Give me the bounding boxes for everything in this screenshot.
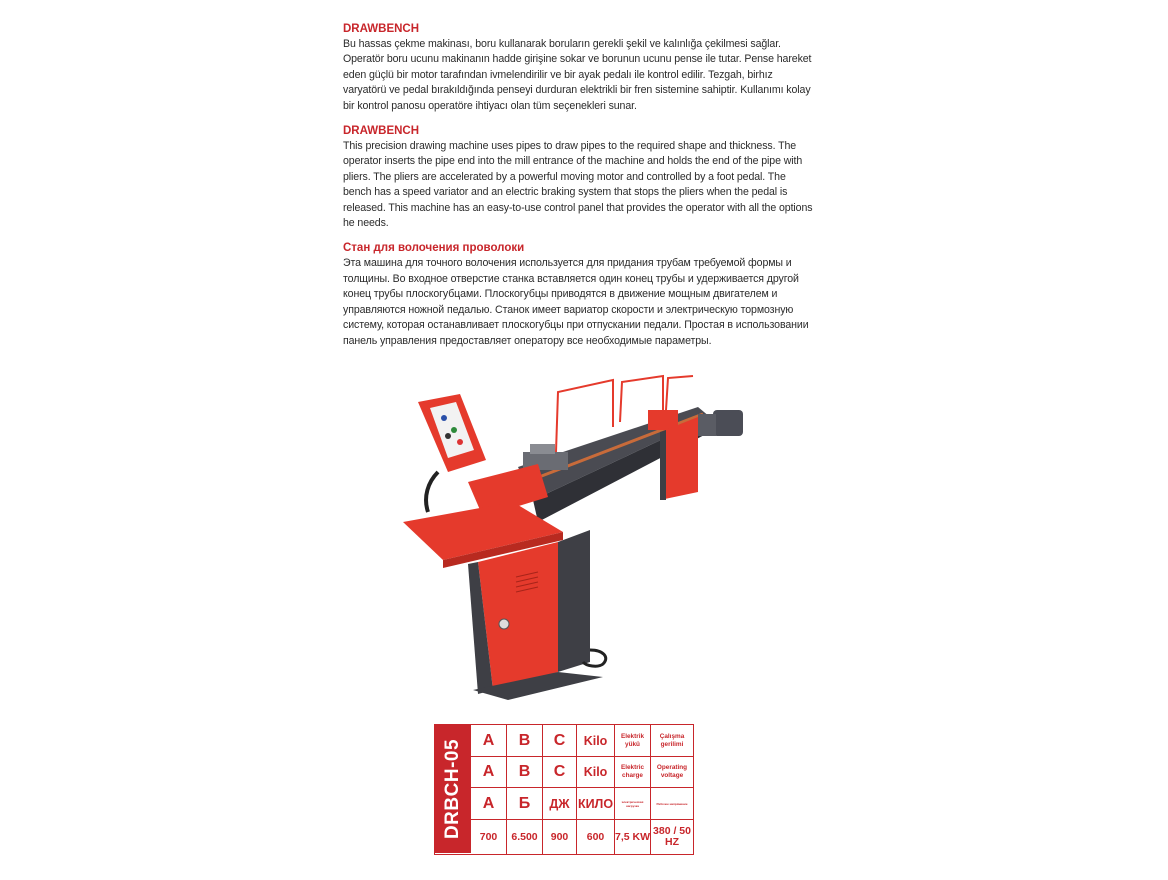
spec-cell: A (471, 725, 507, 757)
drawbench-machine-image (398, 372, 770, 702)
spec-cell: Operating voltage (651, 757, 693, 788)
section-english (343, 124, 813, 231)
main-cabinet-side (558, 530, 590, 672)
section-body-english: This precision drawing machine uses pipes to draw pipes to the required shape and thickness. The operator inserts the pipe end into the mill entrance of the machine and holds the end of the pipe with pliers. The pliers are accelerated by a powerful moving motor and controlled by a foot pedal. The bench has a speed variator and an electric braking system that stops the pliers when the pedal is released. This machine has an easy-to-use control panel that provides the operator with all the options he needs. (343, 140, 813, 230)
spec-cell: A (471, 788, 507, 820)
spec-cell: Elektric charge (615, 757, 651, 788)
spec-grid (471, 725, 693, 854)
section-russian (343, 241, 813, 348)
section-title-turkish: DRAWBENCH (343, 23, 420, 35)
model-column (435, 725, 471, 853)
drawbench-illustration (398, 372, 770, 702)
pliers (530, 444, 555, 454)
section-title-english: DRAWBENCH (343, 125, 420, 138)
control-button-red (457, 439, 463, 445)
spec-cell: Рабочее напряжение (651, 788, 693, 820)
spec-cell: 7,5 KW (615, 820, 651, 854)
section-body-russian: Эта машина для точного волочения используется для придания трубам требуемой формы и толщины. Во входное отверстие станка вставляется один конец трубы и удерживается другой конец трубы плоскогубцами. Плоскогубцы приводятся в движение мощным двигателем и управляются ножной педалью. Станок имеет вариатор скорости и электрическую тормозную систему, которая останавливает плоскогубцы при отпускании педали. Простая в использовании панель управления предоставляет оператору все необходимые параметры. (343, 257, 809, 347)
model-code: DRBCH-05 (442, 738, 463, 840)
description-content (343, 22, 813, 359)
spec-cell: Б (507, 788, 543, 820)
spec-cell: B (507, 757, 543, 788)
spec-cell: 600 (577, 820, 615, 854)
guard-frame-right (666, 376, 693, 410)
spec-cell: B (507, 725, 543, 757)
motor (713, 410, 743, 436)
spec-cell: 700 (471, 820, 507, 854)
section-title-russian: Стан для волочения проволоки (343, 242, 525, 255)
spec-cell: КИЛО (577, 788, 615, 820)
section-body-turkish: Bu hassas çekme makinası, boru kullanarak boruların gerekli şekil ve kalınlığa çekilmesi sağlar. Operatör boru ucunu makinanın hadde girişine sokar ve borunun ucunu pense ile tutar. Pense hareket eden güçlü bir motor tarafından ivmelendirilir ve bir ayak pedalı ile kontrol edilir. Tezgah, birhız varyatörü ve pedal bırakıldığında penseyi durduran elektrikli bir fren sistemine sahiptir. Kullanımı kolay bir kontrol panosu operatöre ihtiyacı olan tüm seçenekleri sunar. (343, 38, 812, 112)
spec-cell: C (543, 725, 577, 757)
spec-cell: 6.500 (507, 820, 543, 854)
spec-cell: ДЖ (543, 788, 577, 820)
spec-cell: 900 (543, 820, 577, 854)
spec-cell: электрическая нагрузка (615, 788, 651, 820)
gearbox (698, 414, 716, 436)
right-leg-edge (660, 430, 666, 500)
section-turkish (343, 22, 813, 114)
cabinet-lock (499, 619, 509, 629)
panel-cable (426, 472, 438, 512)
spec-cell: Çalışma gerilimi (651, 725, 693, 757)
spec-cell: C (543, 757, 577, 788)
spec-cell: A (471, 757, 507, 788)
control-button-green (451, 427, 457, 433)
spec-cell: Kilo (577, 725, 615, 757)
spec-cell: Elektrik yükü (615, 725, 651, 757)
control-button-blue (441, 415, 447, 421)
spec-cell: Kilo (577, 757, 615, 788)
spec-table (434, 724, 694, 855)
spec-cell: 380 / 50 HZ (653, 825, 691, 848)
control-knob (445, 433, 451, 439)
